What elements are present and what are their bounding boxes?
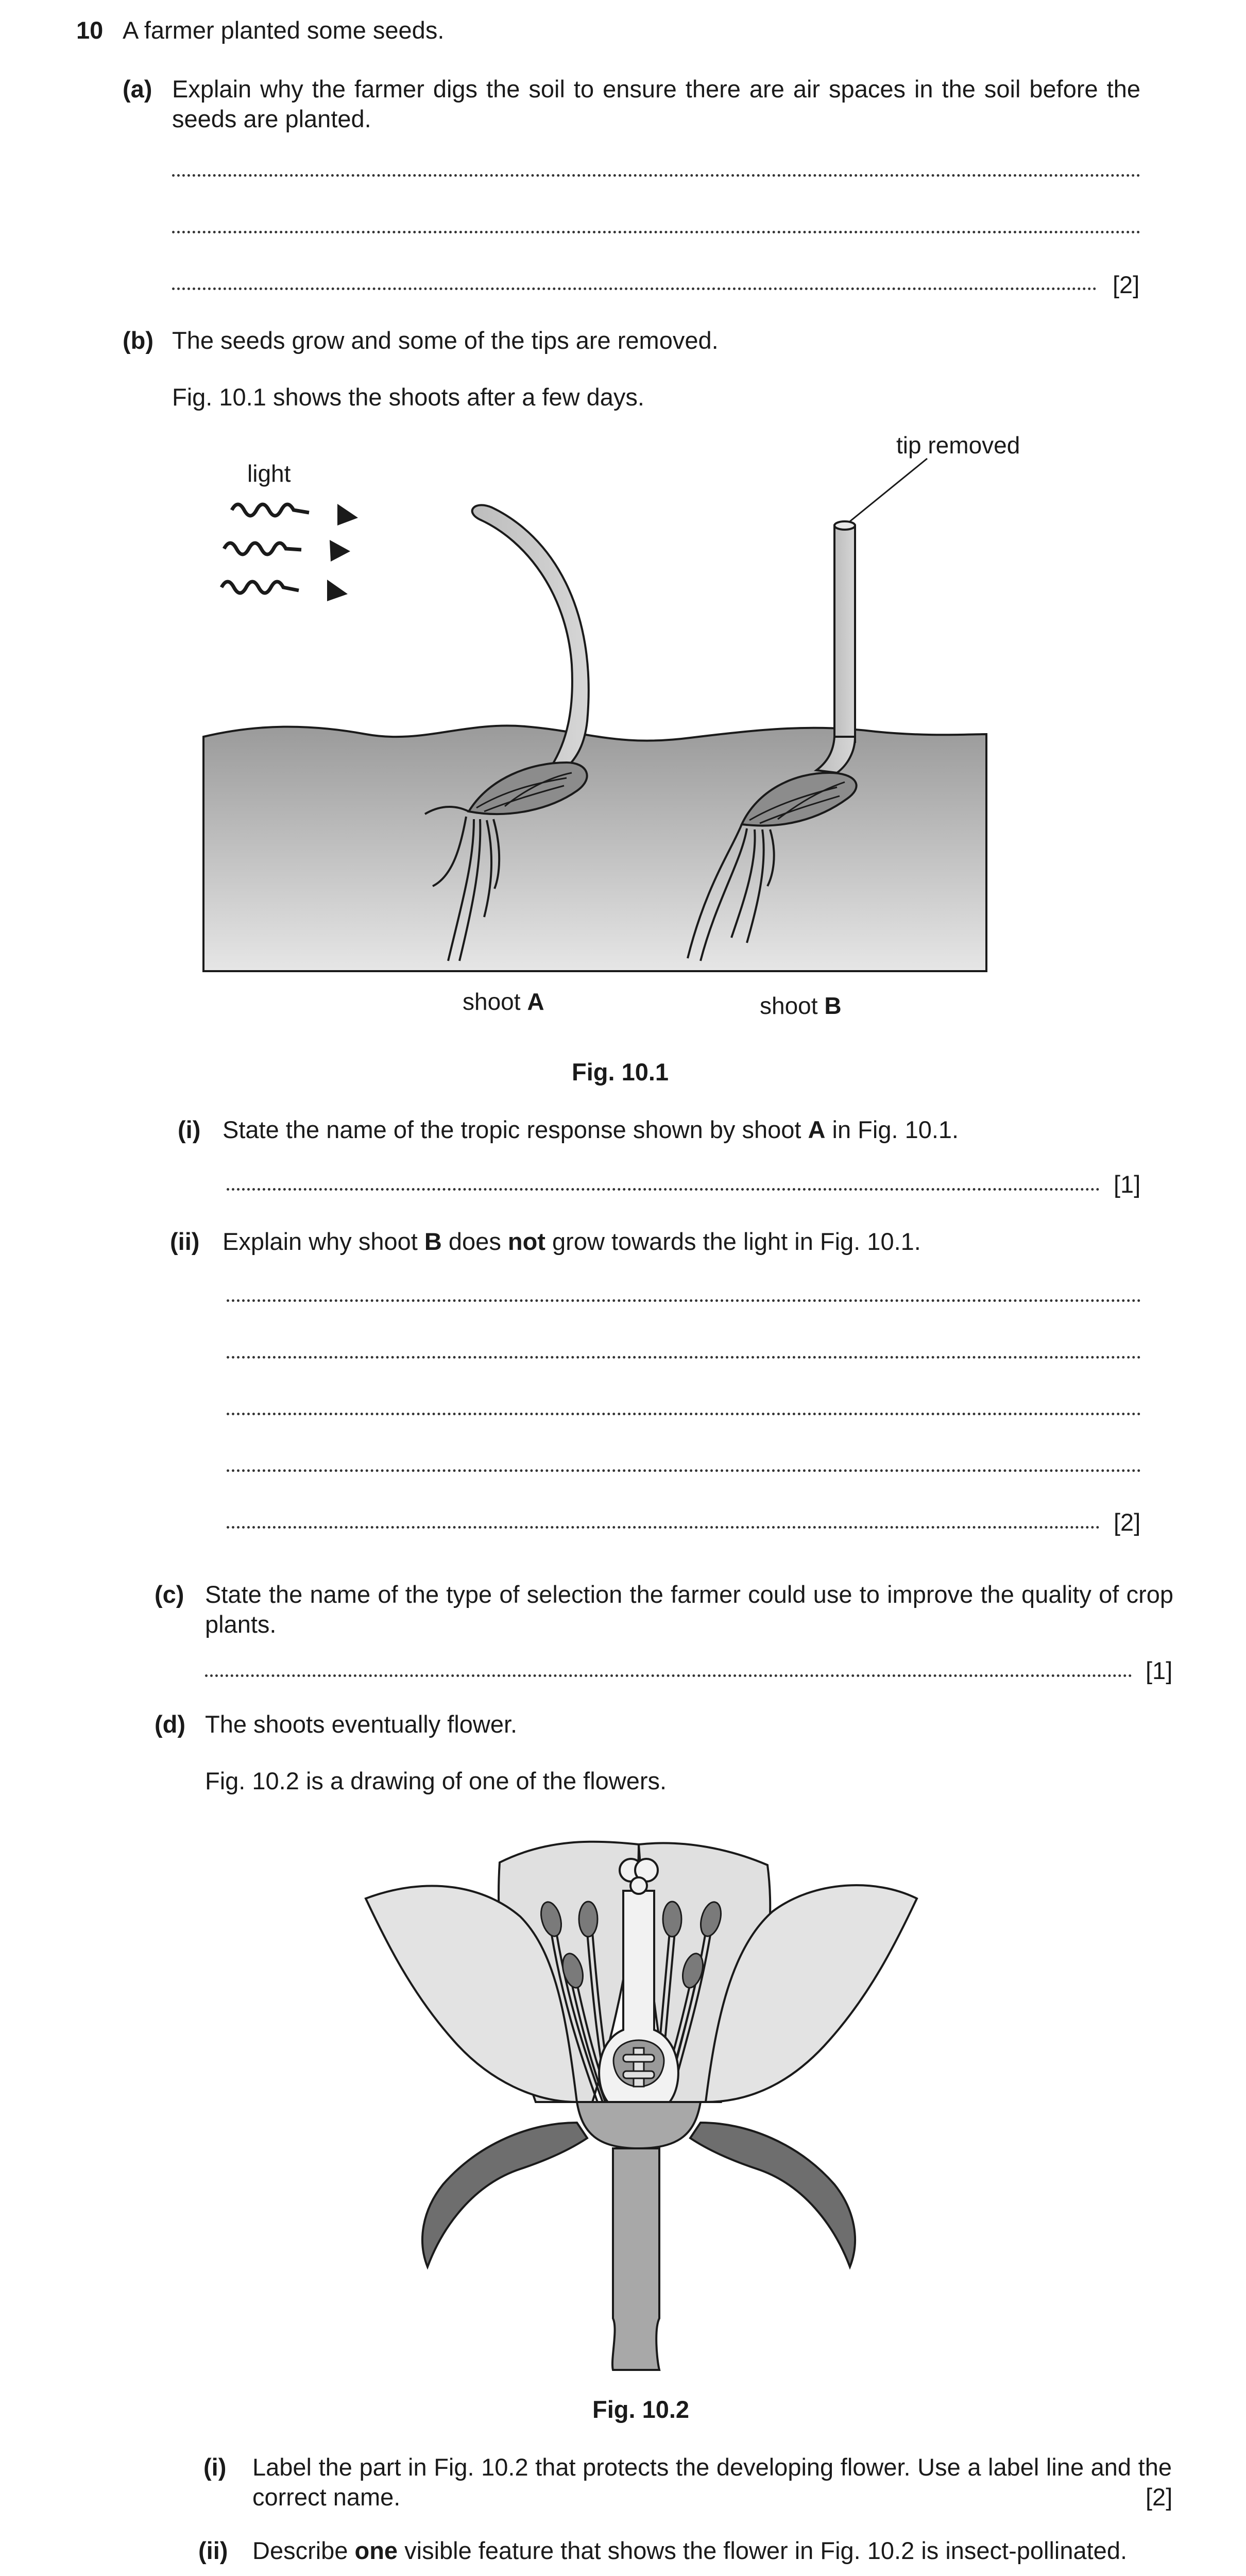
- answer-line[interactable]: [205, 1674, 1132, 1677]
- part-d-text: The shoots eventually flower.: [205, 1710, 518, 1738]
- arrowheads-icon: [327, 504, 358, 601]
- question-stem: A farmer planted some seeds.: [123, 16, 445, 44]
- part-b-intro: Fig. 10.1 shows the shoots after a few days.: [172, 383, 644, 411]
- marks: [2]: [1114, 1509, 1141, 1536]
- part-b-ii-text: Explain why shoot B does not grow towards the light in Fig. 10.1.: [223, 1228, 921, 1255]
- sepal: [690, 2123, 855, 2267]
- flower-stem: [612, 2148, 659, 2370]
- answer-line[interactable]: [227, 1299, 1141, 1302]
- light-arrows-icon: [221, 504, 309, 593]
- part-a-label: (a): [123, 75, 152, 103]
- marks: [1]: [1114, 1171, 1141, 1198]
- receptacle: [577, 2102, 701, 2148]
- part-c-label: (c): [155, 1581, 184, 1608]
- figure-10-2: [350, 1814, 932, 2380]
- part-d-i-text: Label the part in Fig. 10.2 that protects the developing flower. Use a label line and the correct name.: [252, 2453, 1172, 2511]
- question-number: 10: [76, 16, 104, 44]
- answer-line[interactable]: [227, 1356, 1141, 1359]
- shoot-b-stem: [834, 526, 855, 742]
- cut-tip: [834, 521, 855, 530]
- part-c-text: State the name of the type of selection the farmer could use to improve the quality of crop plants.: [205, 1581, 1173, 1638]
- part-d-i-label: (i): [203, 2453, 227, 2481]
- answer-line[interactable]: [172, 231, 1140, 233]
- part-b-label: (b): [123, 327, 154, 354]
- marks: [2]: [1146, 2483, 1173, 2511]
- shoot-b-label: shoot B: [760, 992, 842, 1019]
- figure-10-1-caption: Fig. 10.1: [572, 1058, 669, 1086]
- answer-line[interactable]: [227, 1188, 1100, 1191]
- answer-line[interactable]: [227, 1526, 1100, 1529]
- light-label: light: [247, 460, 291, 487]
- part-d-intro: Fig. 10.2 is a drawing of one of the flowers.: [205, 1767, 667, 1794]
- shoot-a-label: shoot A: [463, 988, 544, 1015]
- soil: [203, 726, 986, 971]
- figure-10-1: [196, 422, 1020, 1030]
- part-b-ii-label: (ii): [170, 1228, 200, 1255]
- part-b-i-label: (i): [178, 1116, 201, 1143]
- tip-removed-label: tip removed: [896, 432, 1020, 459]
- tip-label-line: [850, 459, 927, 521]
- marks: [2]: [1113, 271, 1140, 298]
- part-b-i-text: State the name of the tropic response shown by shoot A in Fig. 10.1.: [223, 1116, 959, 1143]
- sepal: [422, 2123, 587, 2267]
- answer-line[interactable]: [227, 1469, 1141, 1472]
- part-d-ii-text: Describe one visible feature that shows the flower in Fig. 10.2 is insect-pollinated.: [252, 2537, 1128, 2564]
- part-d-ii-label: (ii): [198, 2537, 228, 2564]
- answer-line[interactable]: [227, 1413, 1141, 1415]
- answer-line[interactable]: [172, 287, 1097, 290]
- part-b-text: The seeds grow and some of the tips are removed.: [172, 327, 719, 354]
- part-d-label: (d): [155, 1710, 186, 1738]
- part-a-text: Explain why the farmer digs the soil to ensure there are air spaces in the soil before the seeds are planted.: [172, 75, 1140, 132]
- marks: [1]: [1146, 1657, 1173, 1684]
- figure-10-2-caption: Fig. 10.2: [592, 2396, 690, 2423]
- answer-line[interactable]: [172, 174, 1140, 177]
